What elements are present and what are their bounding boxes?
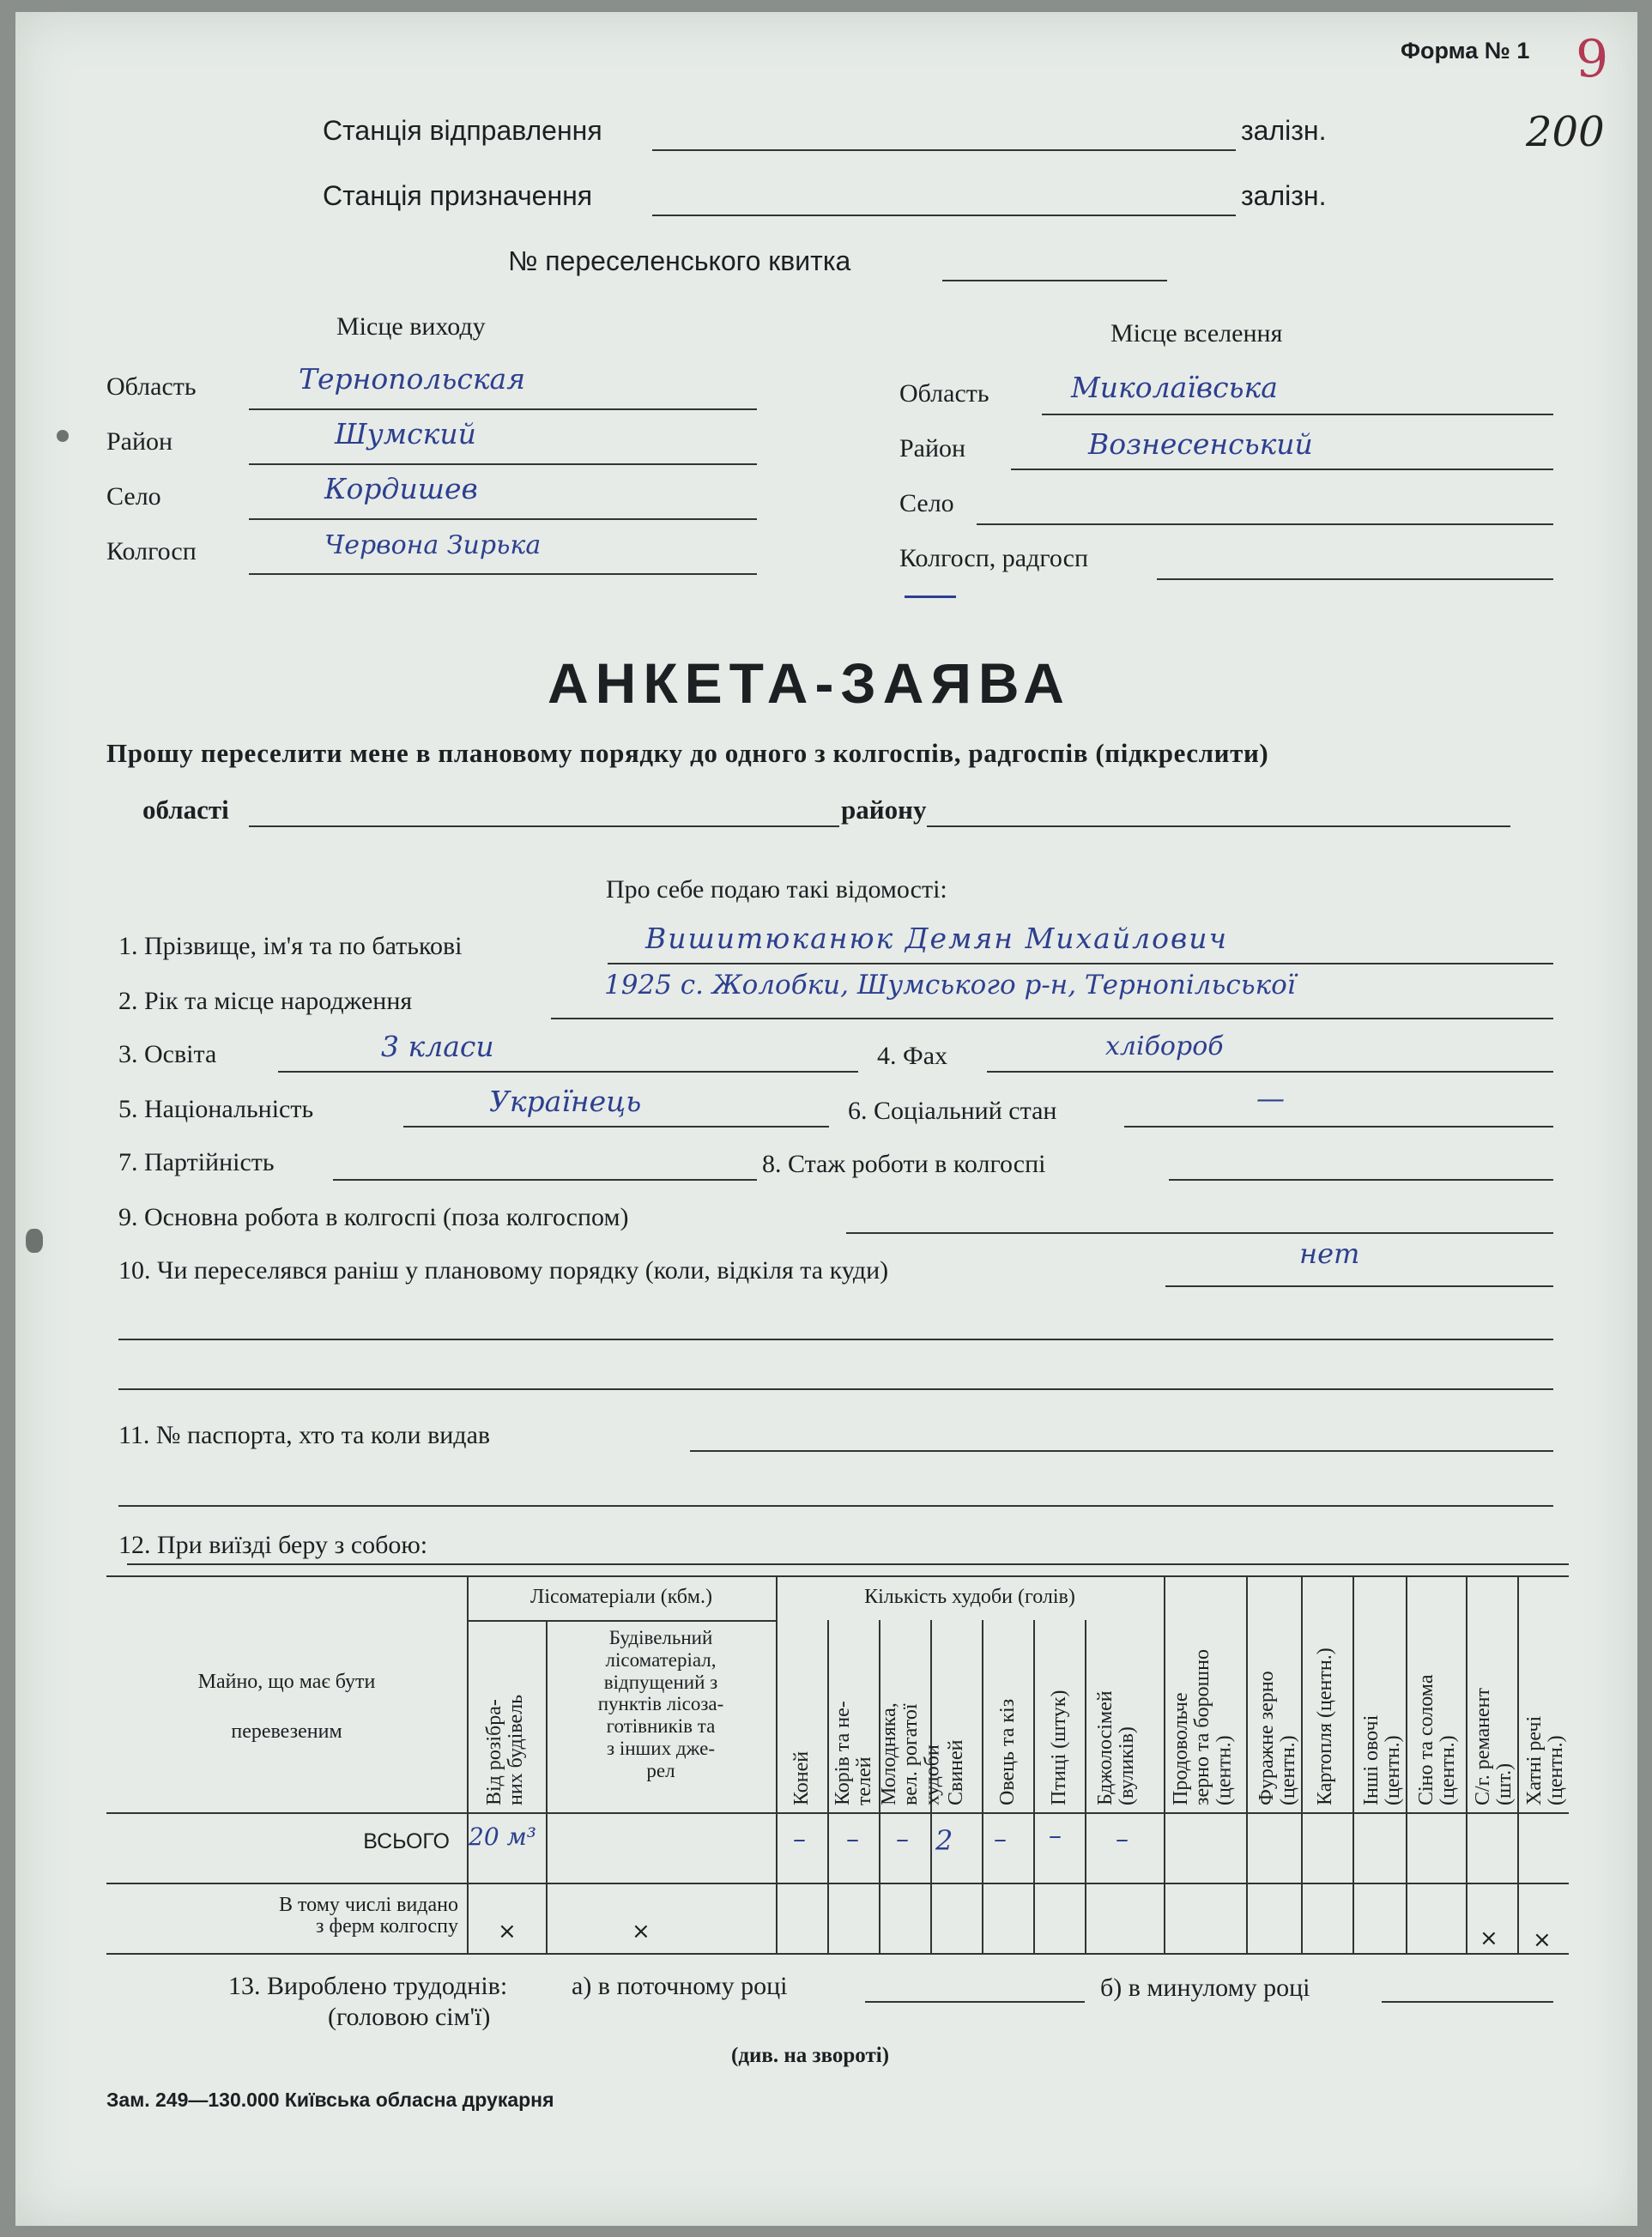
q7-line: [333, 1179, 757, 1181]
property-table: [106, 1575, 1569, 1953]
q7-label: 7. Партійність: [118, 1148, 275, 1176]
origin-kolkhoz-line: [249, 573, 757, 575]
pencil-dash: [905, 596, 956, 598]
origin-kolkhoz-label: Колгосп: [106, 537, 197, 565]
departure-station-label: Станція відправлення: [323, 115, 602, 146]
origin-district-value: Шумский: [335, 417, 476, 450]
railway-suffix: залізн.: [1241, 115, 1327, 146]
timber-group-header: Лісоматеріали (кбм.): [530, 1586, 712, 1608]
request-district-line: [927, 825, 1510, 827]
cell-total-pigs: 2: [935, 1824, 953, 1857]
q13-sub: (головою сім'ї): [328, 2003, 491, 2031]
origin-district-label: Район: [106, 427, 173, 456]
col-cows: Корів та не- телей: [832, 1701, 876, 1805]
origin-village-line: [249, 518, 757, 520]
cell-issued-farm-tools: ×: [1480, 1926, 1498, 1951]
cell-total-beehives: –: [1116, 1824, 1129, 1854]
printer-imprint: Зам. 249—130.000 Київська обласна друкарня: [106, 2089, 554, 2111]
request-text: Прошу переселити мене в плановому порядку до одного з колгоспів, радгоспів (підкреслити): [106, 738, 1269, 768]
q11-line-2: [118, 1505, 1553, 1507]
ticket-number-label: № переселенського квитка: [508, 245, 851, 276]
q1-line: [608, 963, 1553, 964]
q13-current-line: [865, 2001, 1085, 2003]
q10-line-3: [118, 1388, 1553, 1390]
settlement-region-label: Область: [899, 379, 989, 408]
q2-value: 1925 с. Жолобки, Шумського р-н, Тернопільської: [604, 970, 1296, 1001]
origin-heading: Місце виходу: [336, 312, 486, 341]
settlement-village-line: [977, 523, 1553, 525]
col-other-vegetables: Інші овочі (центн.): [1360, 1714, 1405, 1805]
q9-line: [846, 1232, 1553, 1234]
q3-line: [278, 1071, 858, 1073]
settlement-region-value: Миколаївська: [1071, 371, 1278, 404]
cell-total-horses: –: [793, 1824, 806, 1854]
about-heading: Про себе подаю такі відомості:: [606, 875, 947, 904]
q3-value: 3 класи: [381, 1030, 494, 1063]
form-number: Форма № 1: [1401, 38, 1530, 63]
q13-previous-label: б) в минулому році: [1100, 1974, 1310, 2002]
railway-suffix: залізн.: [1241, 180, 1327, 211]
col-dismantled-buildings: Від розібра- них будівель: [483, 1694, 528, 1805]
q2-label: 2. Рік та місце народження: [118, 987, 413, 1015]
q13-current-label: а) в поточному році: [572, 1972, 788, 2000]
origin-region-line: [249, 408, 757, 410]
q12-top-line: [127, 1563, 1569, 1565]
form-sheet: [15, 12, 1637, 2226]
origin-kolkhoz-value: Червона Зирька: [324, 530, 542, 560]
request-district-label: району: [841, 795, 927, 825]
q1-label: 1. Прізвище, ім'я та по батькові: [118, 932, 463, 960]
departure-station-line: [652, 149, 1236, 151]
q5-line: [403, 1126, 829, 1128]
livestock-group-header: Кількість худоби (голів): [864, 1586, 1075, 1608]
q9-label: 9. Основна робота в колгоспі (поза колгоспом): [118, 1203, 629, 1231]
col-feed-grain: Фуражне зерно (центн.): [1256, 1671, 1300, 1805]
col-hay-straw: Сіно та солома (центн.): [1415, 1674, 1460, 1805]
q6-label: 6. Соціальний стан: [848, 1097, 1057, 1125]
q10-line-2: [118, 1339, 1553, 1340]
request-region-label: області: [142, 795, 229, 825]
archive-sheet-mark: 9: [1576, 29, 1609, 89]
settlement-village-label: Село: [899, 489, 954, 517]
q4-label: 4. Фах: [877, 1042, 948, 1070]
settlement-heading: Місце вселення: [1110, 319, 1283, 348]
cell-total-dismantled: 20 м³: [469, 1823, 536, 1851]
col-sheep-goats: Овець та кіз: [996, 1698, 1019, 1805]
q11-label: 11. № паспорта, хто та коли видав: [118, 1421, 491, 1449]
q3-label: 3. Освіта: [118, 1040, 217, 1068]
col-food-grain: Продовольче зерно та борошно (центн.): [1170, 1649, 1236, 1805]
row-total-label: ВСЬОГО: [363, 1829, 450, 1853]
q5-value: Українець: [489, 1085, 642, 1118]
q12-label: 12. При виїзді беру з собою:: [118, 1531, 428, 1559]
form-title: АНКЕТА-ЗАЯВА: [548, 651, 1071, 715]
col-horses: Коней: [790, 1750, 813, 1805]
col-farm-tools: С/г. реманент (шт.): [1472, 1688, 1516, 1805]
cell-issued-household-goods: ×: [1533, 1927, 1552, 1953]
col-beehives: Бджолосімей (вуликів): [1094, 1690, 1139, 1805]
settlement-district-line: [1011, 469, 1553, 470]
col-building-timber: Будівельний лісоматеріал, відпущений з пунктів лісоза- готівників та з інших дже- рел: [597, 1627, 724, 1781]
request-region-line: [249, 825, 839, 827]
destination-station-label: Станція призначення: [323, 180, 593, 211]
q10-line: [1165, 1285, 1553, 1287]
punch-hole: [57, 430, 69, 442]
origin-region-label: Область: [106, 372, 197, 401]
row-issued-label: В тому числі видано з ферм колгоспу: [278, 1894, 458, 1938]
settlement-region-line: [1042, 414, 1553, 415]
settlement-district-label: Район: [899, 434, 966, 463]
see-reverse: (див. на звороті): [731, 2044, 890, 2067]
q13-label: 13. Вироблено трудоднів:: [228, 1972, 508, 2000]
settlement-kolkhoz-line: [1157, 578, 1553, 580]
q6-line: [1124, 1126, 1553, 1128]
q10-label: 10. Чи переселявся раніш у плановому порядку (коли, відкіля та куди): [118, 1256, 889, 1285]
col-young-cattle: Молодняка, вел. рогатої худоби: [878, 1702, 944, 1805]
destination-station-line: [652, 215, 1236, 216]
q4-value: хлібороб: [1105, 1031, 1224, 1061]
q4-line: [987, 1071, 1553, 1073]
property-header: Майно, що має бути перевезеним: [197, 1671, 376, 1743]
q13-previous-line: [1382, 2001, 1553, 2003]
cell-total-young-cattle: –: [896, 1824, 909, 1854]
cell-total-sheep: –: [994, 1824, 1007, 1854]
q8-line: [1169, 1179, 1553, 1181]
q1-value: Вишитюканюк Демян Михайлович: [645, 922, 1228, 955]
q8-label: 8. Стаж роботи в колгоспі: [762, 1150, 1046, 1178]
origin-district-line: [249, 463, 757, 465]
col-household-goods: Хатні речі (центн.): [1523, 1715, 1568, 1805]
cell-issued-dismantled: ×: [498, 1919, 517, 1944]
q6-value: —: [1256, 1081, 1285, 1115]
settlement-district-value: Вознесенський: [1088, 427, 1313, 461]
origin-village-label: Село: [106, 482, 161, 511]
ticket-number-line: [942, 280, 1167, 281]
q10-value: нет: [1299, 1237, 1360, 1270]
cell-total-poultry: –: [1049, 1821, 1062, 1851]
col-poultry: Птиці (штук): [1048, 1690, 1070, 1805]
origin-region-value: Тернопольская: [299, 362, 526, 396]
q5-label: 5. Національність: [118, 1095, 314, 1123]
punch-hole: [26, 1229, 43, 1253]
col-pigs: Свиней: [945, 1739, 967, 1805]
q2-line: [551, 1018, 1553, 1019]
settlement-kolkhoz-label: Колгосп, радгосп: [899, 544, 1089, 572]
q11-line: [690, 1450, 1553, 1452]
cell-total-cows: –: [846, 1824, 859, 1854]
archive-number-mark: 200: [1526, 108, 1605, 156]
origin-village-value: Кордишев: [324, 472, 478, 505]
col-potatoes: Картопля (центн.): [1314, 1648, 1336, 1805]
cell-issued-building-timber: ×: [632, 1919, 651, 1944]
